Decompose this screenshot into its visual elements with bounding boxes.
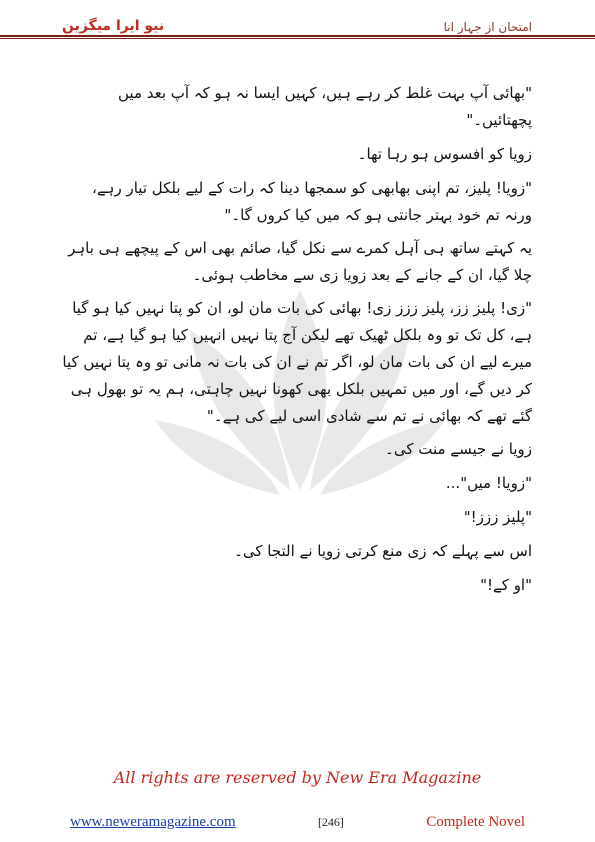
paragraph: یہ کہتے ساتھ ہی آہل کمرے سے نکل گیا، صائم بھی اس کے پیچھے ہی باہر چلا گیا، ان کے جانے کے بعد زویا زی سے مخاطب ہوئی۔ — [68, 239, 532, 284]
page-footer — [70, 814, 525, 831]
paragraph: "پلیز ززز!" — [463, 508, 532, 526]
paragraph: "زی! پلیز زز، پلیز ززز زی! بھائی کی بات مان لو، ان کو پتا نہیں کیا ہو گیا ہے، کل تک تو وہ بلکل ٹھیک تھے لیکن آج پتا نہیں انہیں کیا ہو گیا ہے، تم میرے لیے ان کی بات مان لو، اگر تم نے ان کی بات نہ مانی تو وہ پتا نہیں کیا کر دیں گے، اور میں تمہیں بلکل بھی کھونا نہیں چاہتی، ہم یہ تو بھول ہی گئے تھے کہ بھائی نے تم سے شادی اسی لیے کی ہے۔" — [62, 299, 532, 425]
paragraph: "او کے!" — [480, 576, 532, 594]
paragraph: "زویا! میں"... — [445, 474, 532, 492]
paragraph: اس سے پہلے کہ زی منع کرتی زویا نے التجا کی۔ — [234, 542, 532, 560]
section-label: Complete Novel — [426, 814, 525, 830]
paragraph: "بھائی آپ بہت غلط کر رہے ہیں، کہیں ایسا نہ ہو کہ آپ بعد میں پچھتائیں۔" — [118, 84, 532, 129]
website-link[interactable]: www.neweramagazine.com — [70, 814, 236, 830]
novel-title: امتحان از جہار انا — [443, 20, 532, 34]
paragraph: "زویا! پلیز، تم اپنی بھابھی کو سمجھا دینا کہ رات کے لیے بلکل تیار رہے، ورنہ تم خود بہتر جانتی ہو کہ میں کیا کروں گا۔" — [92, 179, 532, 224]
story-text — [62, 80, 532, 606]
page-number: [246] — [317, 815, 344, 829]
magazine-name: نیو ایرا میگزین — [62, 18, 165, 34]
paragraph: زویا کو افسوس ہو رہا تھا۔ — [357, 145, 532, 163]
page-header — [62, 8, 532, 34]
paragraph: زویا نے جیسے منت کی۔ — [385, 440, 532, 458]
header-rule — [0, 35, 595, 39]
rights-notice: All rights are reserved by New Era Magazine — [113, 768, 482, 787]
